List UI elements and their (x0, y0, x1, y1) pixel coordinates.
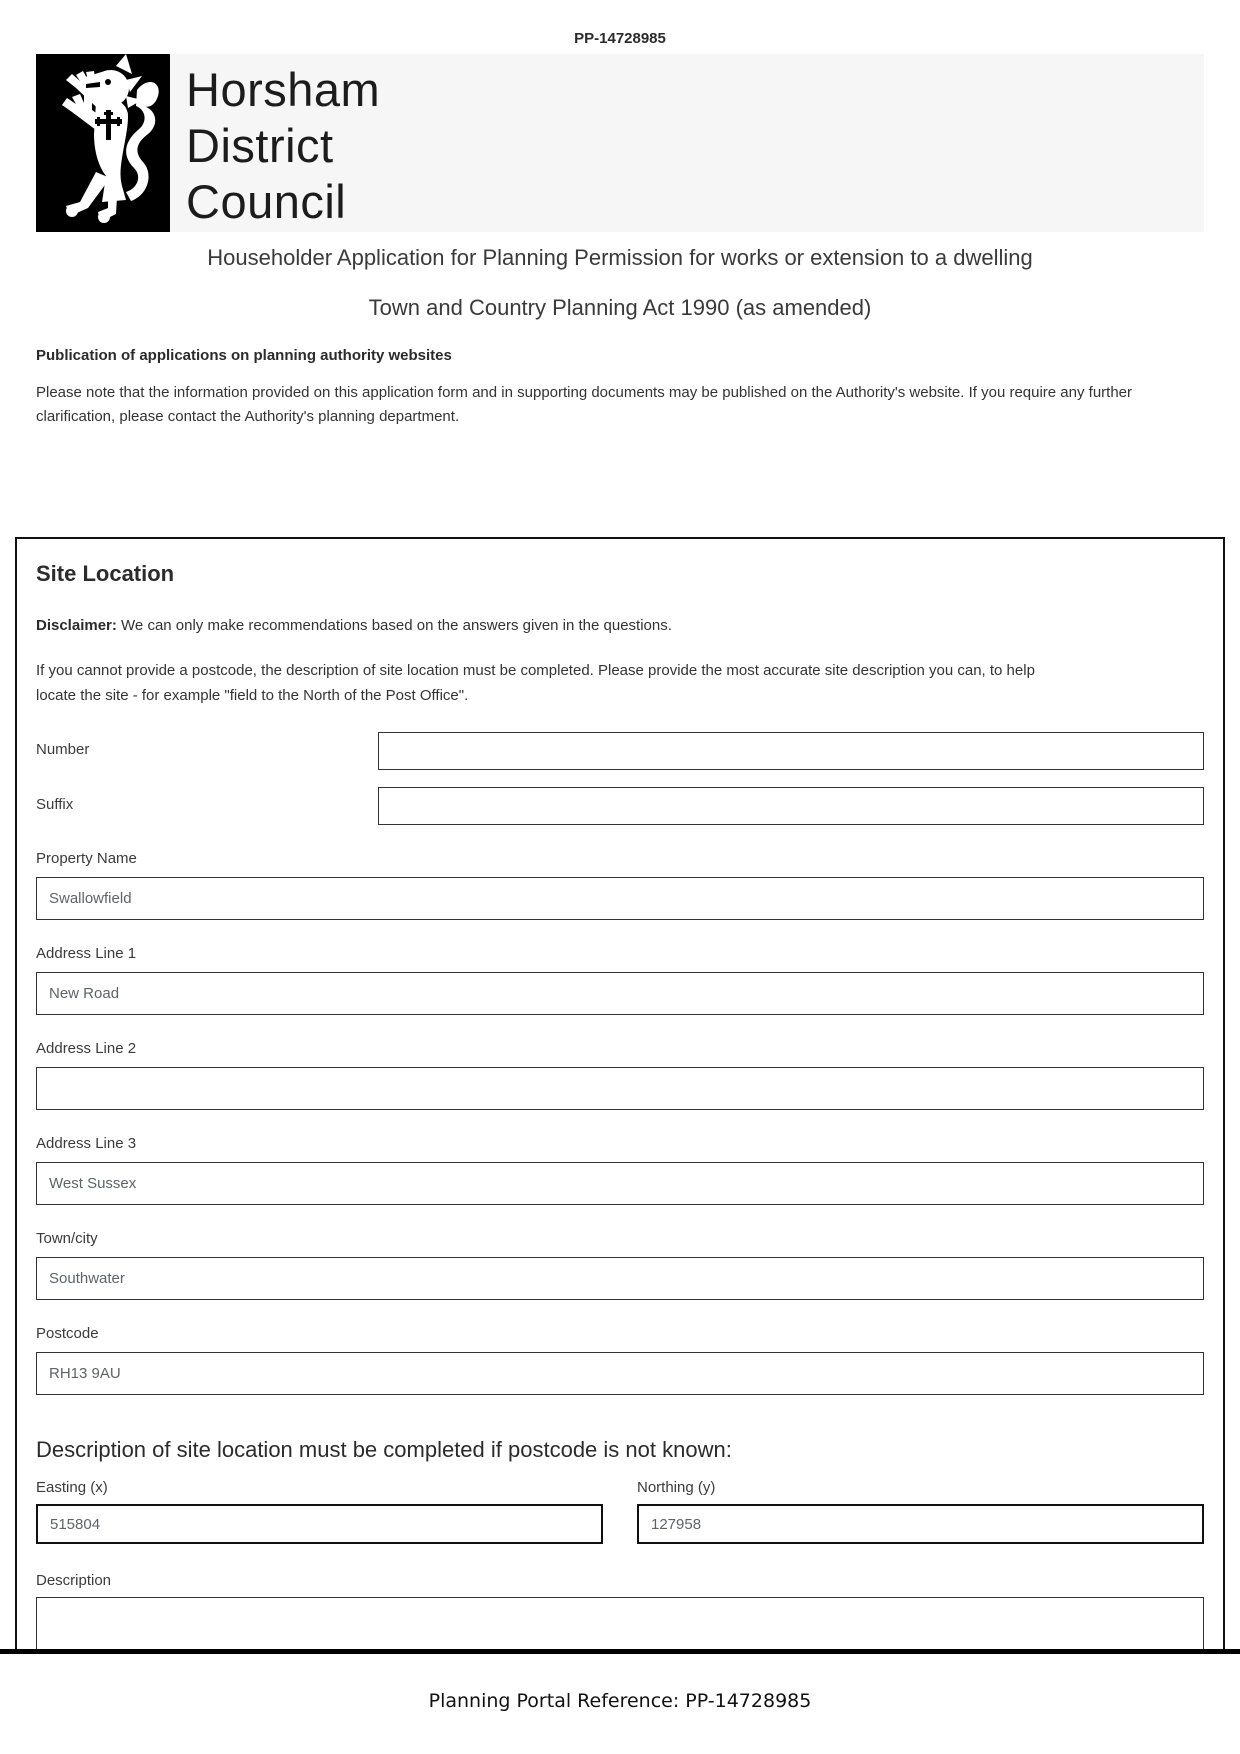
address-line-2-input[interactable] (36, 1067, 1204, 1110)
northing-input[interactable] (637, 1504, 1204, 1544)
property-name-label: Property Name (36, 850, 137, 867)
council-name-line-2: District (186, 119, 334, 172)
address-line-3-field (36, 1135, 1204, 1205)
number-input[interactable] (378, 732, 1204, 770)
council-name-line-1: Horsham (186, 63, 381, 116)
address-line-2-field (36, 1040, 1204, 1110)
address-line-3-label: Address Line 3 (36, 1135, 137, 1152)
easting-field (36, 1479, 603, 1544)
northing-field (637, 1479, 1204, 1544)
address-line-3-input[interactable] (36, 1162, 1204, 1205)
suffix-label: Suffix (36, 796, 74, 813)
description-field (36, 1572, 1204, 1649)
logo-band (36, 54, 1204, 232)
publication-heading: Publication of applications on planning authority websites (36, 347, 452, 364)
lion-rampant-icon (36, 54, 170, 232)
property-name-field (36, 850, 1204, 920)
horsham-council-logo (36, 54, 170, 232)
council-name-line-3: Council (186, 175, 347, 228)
town-city-field (36, 1230, 1204, 1300)
council-name (170, 54, 380, 232)
number-field-row (36, 732, 1204, 770)
disclaimer-line (36, 617, 1204, 634)
disclaimer-label: Disclaimer: (36, 617, 117, 634)
publication-body: Please note that the information provided on this application form and in supporting documents may be published on the Authority's website. If you require any further clarification, please contact the Authority's planning department. (36, 384, 1133, 425)
address-line-1-field (36, 945, 1204, 1015)
postcode-field (36, 1325, 1204, 1395)
form-title: Householder Application for Planning Permission for works or extension to a dwelling (207, 245, 1033, 270)
northing-label: Northing (y) (637, 1479, 716, 1496)
planning-portal-ref-header: PP-14728985 (574, 30, 666, 47)
easting-input[interactable] (36, 1504, 603, 1544)
property-name-input[interactable] (36, 877, 1204, 920)
address-line-2-label: Address Line 2 (36, 1040, 137, 1057)
disclaimer-text: We can only make recommendations based on the answers given in the questions. (116, 617, 672, 634)
planning-portal-reference-footer: Planning Portal Reference: PP-14728985 (428, 1690, 812, 1712)
suffix-input[interactable] (378, 787, 1204, 825)
number-label: Number (36, 741, 90, 758)
description-required-heading: Description of site location must be completed if postcode is not known: (36, 1437, 732, 1462)
site-location-instructions: If you cannot provide a postcode, the description of site location must be completed. Please provide the most accurate site description you can, to help locate the site - for example "field to the North of the Post Office". (36, 662, 1035, 704)
site-location-heading: Site Location (36, 561, 175, 586)
suffix-field-row (36, 787, 1204, 825)
page-break-divider (0, 1649, 1240, 1654)
address-line-1-input[interactable] (36, 972, 1204, 1015)
postcode-input[interactable] (36, 1352, 1204, 1395)
description-textarea[interactable] (36, 1597, 1204, 1649)
description-label: Description (36, 1572, 112, 1589)
address-line-1-label: Address Line 1 (36, 945, 137, 962)
town-city-input[interactable] (36, 1257, 1204, 1300)
coordinates-row (36, 1479, 1204, 1544)
postcode-label: Postcode (36, 1325, 99, 1342)
town-city-label: Town/city (36, 1230, 98, 1247)
site-location-section (15, 537, 1225, 1649)
act-subtitle: Town and Country Planning Act 1990 (as amended) (368, 295, 872, 320)
easting-label: Easting (x) (36, 1479, 108, 1496)
